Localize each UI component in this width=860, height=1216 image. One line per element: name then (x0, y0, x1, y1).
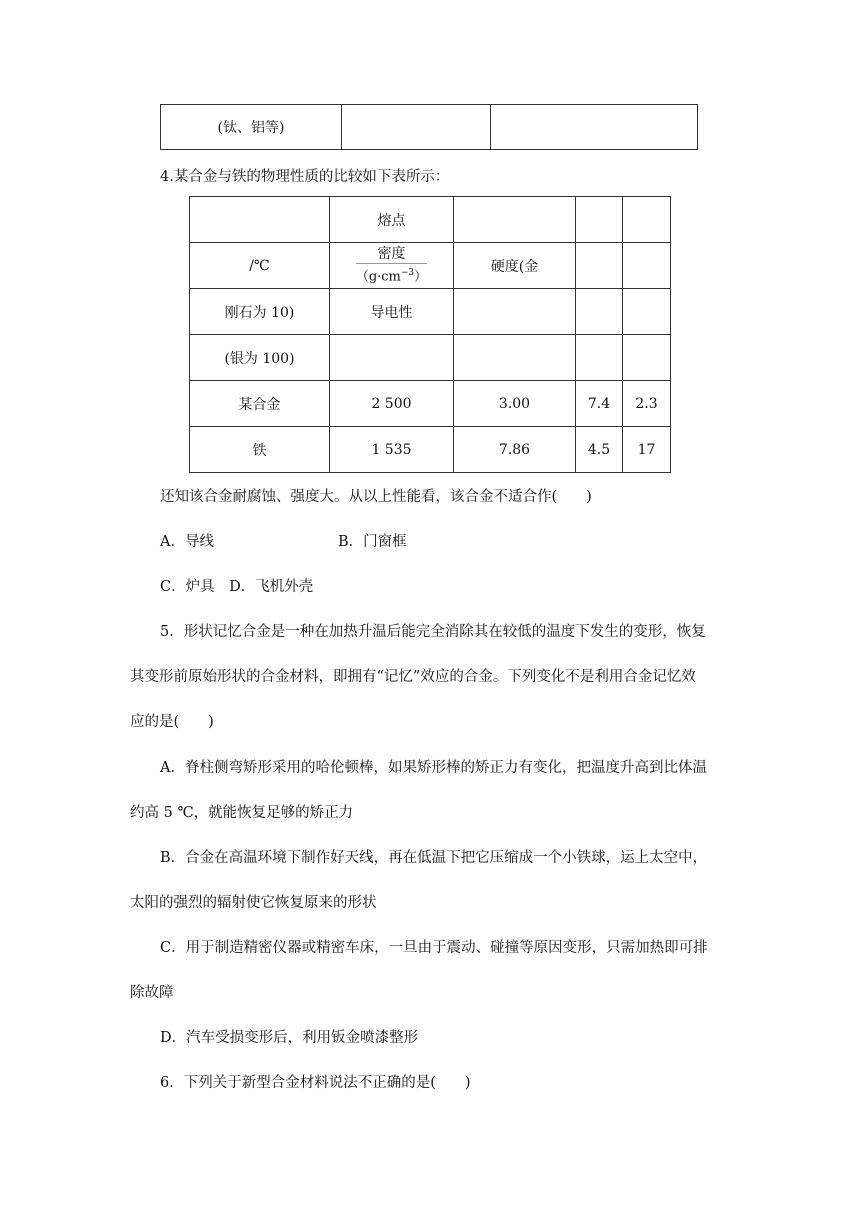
q5-option-a-line-2: 约高 5 ℃，就能恢复足够的矫正力 (130, 805, 354, 821)
density-unit-prefix: （g·cm (355, 269, 401, 285)
q5-stem-line-1: 5．形状记忆合金是一种在加热升温后能完全消除其在较低的温度下发生的变形，恢复 (160, 624, 706, 640)
q5-option-a-line-1: A．脊柱侧弯矫形采用的哈伦顿棒，如果矫形棒的矫正力有变化，把温度升高到比体温 (160, 760, 707, 776)
q4-stem: 还知该合金耐腐蚀、强度大。从以上性能看，该合金不适合作( ) (160, 489, 592, 505)
density-unit (356, 264, 427, 285)
table-cell (454, 289, 576, 335)
q5-option-c-line-1: C．用于制造精密仪器或精密车床，一旦由于震动、碰撞等原因变形，只需加热即可排 (160, 940, 708, 956)
q4-option-b: B．门窗框 (338, 534, 407, 550)
table-cell: (钛、铝等) (161, 105, 342, 150)
table-cell: 铁 (190, 427, 330, 473)
table-cell: 某合金 (190, 381, 330, 427)
table-row (161, 105, 698, 150)
table-cell: 4.5 (576, 427, 623, 473)
table-cell (623, 289, 671, 335)
table-cell: 17 (623, 427, 671, 473)
table-cell (623, 243, 671, 289)
q5-option-b-line-2: 太阳的强烈的辐射使它恢复原来的形状 (130, 895, 377, 911)
table-cell: 1 535 (330, 427, 454, 473)
table-cell (623, 335, 671, 381)
table-cell: (银为 100) (190, 335, 330, 381)
density-fraction (356, 246, 427, 285)
table-cell: 刚石为 10) (190, 289, 330, 335)
table-cell: /℃ (190, 243, 330, 289)
table-cell: 3.00 (454, 381, 576, 427)
q5-option-c-line-2: 除故障 (130, 985, 174, 1001)
table-cell: 熔点 (330, 197, 454, 243)
table-cell (576, 289, 623, 335)
table-cell: 导电性 (330, 289, 454, 335)
q4-intro: 4.某合金与铁的物理性质的比较如下表所示： (160, 169, 450, 185)
table-cell: 硬度(金 (454, 243, 576, 289)
density-unit-suffix: ） (414, 269, 428, 285)
table-cell (576, 197, 623, 243)
q4-option-cd: C．炉具 D．飞机外壳 (160, 579, 314, 595)
properties-table (189, 196, 671, 473)
table-row (190, 243, 671, 289)
table-cell (330, 335, 454, 381)
table-cell: 7.86 (454, 427, 576, 473)
table-cell: 7.4 (576, 381, 623, 427)
table-cell (454, 197, 576, 243)
table-cell: 2 500 (330, 381, 454, 427)
top-table (160, 104, 698, 150)
table-row (190, 335, 671, 381)
table-cell (576, 335, 623, 381)
table-row (190, 197, 671, 243)
table-row (190, 289, 671, 335)
q6-stem: 6．下列关于新型合金材料说法不正确的是( ) (160, 1075, 471, 1091)
table-cell (190, 197, 330, 243)
density-label: 密度 (356, 246, 427, 264)
q4-option-a: A．导线 (160, 534, 214, 550)
table-cell (576, 243, 623, 289)
table-cell (454, 335, 576, 381)
table-row (190, 381, 671, 427)
q5-stem-line-2: 其变形前原始形状的合金材料，即拥有“记忆”效应的合金。下列变化不是利用合金记忆效 (130, 669, 696, 685)
density-unit-exponent: −3 (400, 267, 415, 278)
table-cell: 2.3 (623, 381, 671, 427)
table-cell (491, 105, 698, 150)
table-cell (342, 105, 491, 150)
q5-option-b-line-1: B．合金在高温环境下制作好天线，再在低温下把它压缩成一个小铁球，运上太空中， (160, 850, 708, 866)
table-cell (623, 197, 671, 243)
q5-option-d: D．汽车受损变形后，利用钣金喷漆整形 (160, 1030, 419, 1046)
table-row (190, 427, 671, 473)
q5-stem-line-3: 应的是( ) (130, 714, 214, 730)
density-header-cell (330, 243, 454, 289)
